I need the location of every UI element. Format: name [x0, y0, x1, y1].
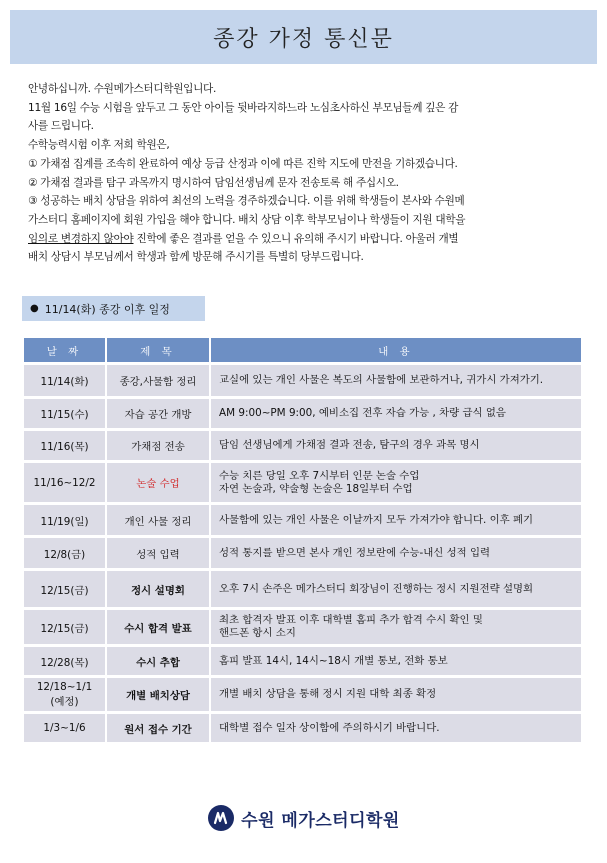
table-row [24, 505, 581, 535]
row-date: 12/15(금) [24, 571, 107, 607]
table-row [24, 610, 581, 644]
row-date: 1/3~1/6 [24, 714, 107, 742]
row-desc: AM 9:00~PM 9:00, 예비소집 전후 자습 가능 , 차량 급식 없음 [211, 399, 581, 428]
row-desc-line1: 최초 합격자 발표 이후 대학별 홈피 추가 합격 수시 확인 및 [219, 614, 483, 626]
table-row [24, 463, 581, 502]
table-row [24, 571, 581, 607]
row-desc: 교실에 있는 개인 사물은 복도의 사물함에 보관하거나, 귀가시 가져가기. [211, 365, 581, 396]
letter-line: 11월 16일 수능 시험을 앞두고 그 동안 아이들 뒷바라지하느라 노심초사하신 부모님들께 깊은 감 [28, 101, 459, 114]
schedule-section-label [22, 296, 205, 321]
row-title: 종강,사물함 정리 [107, 365, 211, 396]
row-date [24, 678, 107, 711]
table-row [24, 538, 581, 568]
academy-logo-icon [207, 804, 235, 832]
letter-item-2: ② 가채점 결과를 탐구 과목까지 명시하여 담임선생님께 문자 전송토록 해 주십시오. [28, 176, 399, 189]
row-title: 가채점 전송 [107, 431, 211, 460]
schedule-table [24, 335, 581, 745]
row-title-highlight: 논술 수업 [107, 463, 211, 502]
row-date-line2: (예정) [50, 696, 79, 708]
row-desc: 개별 배치 상담을 통해 정시 지원 대학 최종 확정 [211, 678, 581, 711]
table-row [24, 714, 581, 742]
row-date-line1: 12/18~1/1 [36, 681, 93, 693]
row-date: 11/15(수) [24, 399, 107, 428]
row-date: 11/14(화) [24, 365, 107, 396]
greeting-line: 안녕하십니까. 수원메가스터디학원입니다. [28, 83, 217, 95]
row-desc: 사물함에 있는 개인 사물은 이날까지 모두 가져가야 합니다. 이후 폐기 [211, 505, 581, 535]
header-content: 내 용 [211, 338, 581, 362]
table-row [24, 678, 581, 711]
row-title: 수시 추합 [107, 647, 211, 675]
table-row [24, 399, 581, 428]
underlined-notice: 임의로 변경하지 않아야 [28, 232, 134, 245]
row-date: 12/8(금) [24, 538, 107, 568]
row-date: 11/16~12/2 [24, 463, 107, 502]
row-desc: 홈피 발표 14시, 14시~18시 개별 통보, 전화 통보 [211, 647, 581, 675]
header-title: 제 목 [107, 338, 211, 362]
row-desc-line1: 수능 치른 당일 오후 7시부터 인문 논술 수업 [219, 469, 420, 482]
notice-rest: 진학에 좋은 결과를 얻을 수 있으니 유의해 주시기 바랍니다. 아울러 개별 [133, 232, 459, 245]
footer-logo [0, 800, 607, 836]
bullet-icon: ● [30, 303, 39, 314]
letter-line: 배치 상담시 부모님께서 학생과 함께 방문해 주시기를 특별히 당부드립니다. [28, 251, 364, 264]
row-desc: 성적 통지를 받으면 본사 개인 정보란에 수능-내신 성적 입력 [211, 538, 581, 568]
row-desc: 대학별 접수 일자 상이함에 주의하시기 바랍니다. [211, 714, 581, 742]
title-text: 종강 가정 통신문 [213, 26, 394, 52]
header-date: 날 짜 [24, 338, 107, 362]
row-title: 수시 합격 발표 [107, 610, 211, 644]
section-label-text: 11/14(화) 종강 이후 일정 [44, 302, 170, 316]
letter-line: 사를 드립니다. [28, 120, 94, 133]
row-title: 개인 사물 정리 [107, 505, 211, 535]
table-row [24, 647, 581, 675]
row-desc [211, 610, 581, 644]
row-desc: 오후 7시 손주은 메가스터디 회장님이 진행하는 정시 지원전략 설명회 [211, 571, 581, 607]
table-row [24, 431, 581, 460]
row-title: 성적 입력 [107, 538, 211, 568]
table-row [24, 365, 581, 396]
table-header-row [24, 338, 581, 362]
letter-item-1: ① 가채점 집계를 조속히 완료하여 예상 등급 산정과 이에 따른 진학 지도에 만전을 기하겠습니다. [28, 157, 458, 170]
row-title: 정시 설명회 [107, 571, 211, 607]
intro-letter [28, 80, 588, 267]
row-date: 12/15(금) [24, 610, 107, 644]
row-date: 11/16(목) [24, 431, 107, 460]
row-desc-line2: 자연 논술과, 약술형 논술은 18일부터 수업 [219, 482, 413, 495]
row-date: 12/28(목) [24, 647, 107, 675]
row-desc: 담임 선생님에게 가채점 결과 전송, 탐구의 경우 과목 명시 [211, 431, 581, 460]
letter-line [28, 230, 588, 249]
row-desc-line2: 핸드폰 항시 소지 [219, 627, 296, 639]
row-title: 자습 공간 개방 [107, 399, 211, 428]
row-desc [211, 463, 581, 502]
page-title [10, 10, 597, 64]
academy-name: 수원 메가스터디학원 [241, 810, 400, 831]
row-date: 11/19(일) [24, 505, 107, 535]
row-title: 원서 접수 기간 [107, 714, 211, 742]
letter-line: 수학능력시험 이후 저희 학원은, [28, 139, 170, 152]
row-title: 개별 배치상담 [107, 678, 211, 711]
letter-line: 가스터디 홈페이지에 회원 가입을 해야 합니다. 배치 상담 이후 학부모님이나 학생들이 지원 대학을 [28, 213, 466, 226]
letter-item-3: ③ 성공하는 배치 상담을 위하여 최선의 노력을 경주하겠습니다. 이를 위해 학생들이 본사와 수원메 [28, 195, 465, 208]
